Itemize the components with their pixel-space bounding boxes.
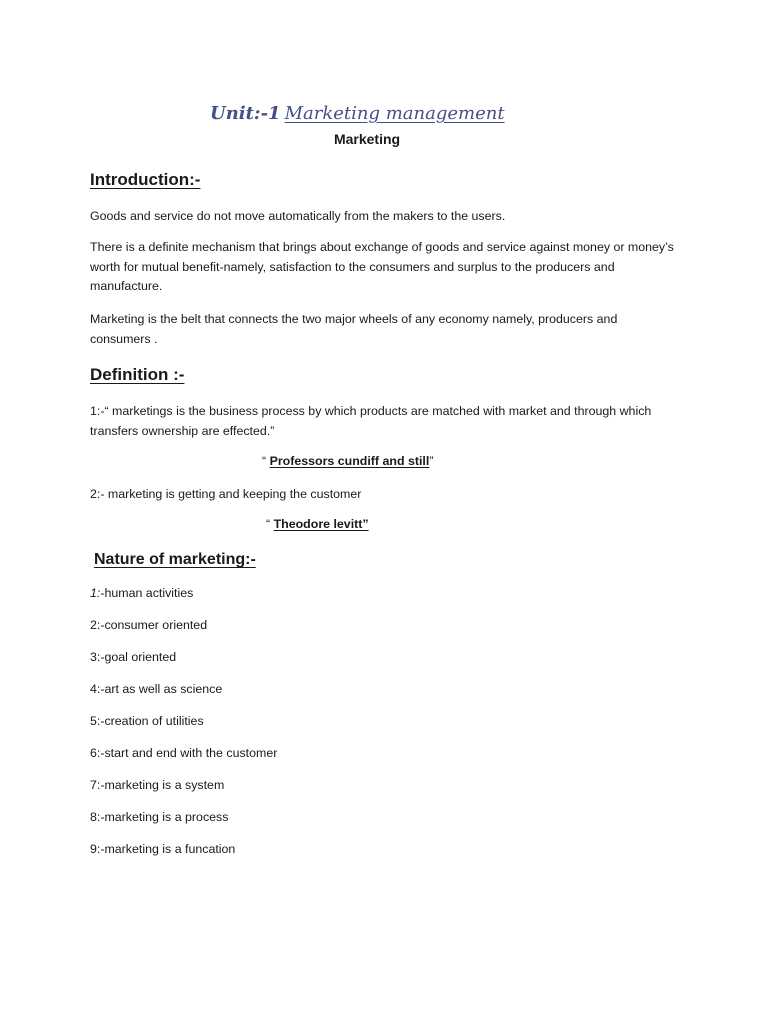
- quote-close: ”: [429, 454, 434, 468]
- document-subtitle: Marketing: [333, 131, 401, 147]
- nature-item-text: 3:-goal oriented: [90, 650, 177, 664]
- nature-list-item: [90, 586, 193, 600]
- nature-list-item: [90, 650, 176, 664]
- nature-list-item: [90, 618, 207, 632]
- document-title: [210, 103, 505, 124]
- title-main: Marketing management: [284, 103, 505, 124]
- nature-list-item: [90, 714, 204, 728]
- nature-item-text: 9:-marketing is a funcation: [90, 842, 236, 856]
- introduction-paragraph: Goods and service do not move automatically from the makers to the users.: [90, 209, 506, 223]
- nature-list-item: [90, 778, 224, 792]
- definition-item: 2:- marketing is getting and keeping the customer: [90, 487, 362, 501]
- definition-attribution: [266, 517, 369, 531]
- nature-list-item: [90, 810, 228, 824]
- nature-item-text: -human activities: [100, 586, 194, 600]
- attribution-author: Theodore levitt”: [273, 517, 369, 531]
- attribution-author: Professors cundiff and still: [269, 454, 430, 468]
- introduction-paragraph: There is a definite mechanism that brings about exchange of goods and service against money or money’s worth for mutual benefit-namely, satisfaction to the consumers and surplus to the producers and manufacture.: [90, 240, 674, 293]
- nature-item-text: 2:-consumer oriented: [90, 618, 208, 632]
- nature-list-item: [90, 682, 222, 696]
- definition-item: 1:-“ marketings is the business process by which products are matched with market and through which transfers ownership are effected.”: [90, 404, 652, 438]
- title-unit: Unit:-1: [210, 103, 281, 124]
- nature-item-text: 5:-creation of utilities: [90, 714, 204, 728]
- quote-open: “: [266, 517, 274, 531]
- nature-item-text: 6:-start and end with the customer: [90, 746, 278, 760]
- nature-item-text: 7:-marketing is a system: [90, 778, 225, 792]
- definition-attribution: [262, 454, 433, 468]
- quote-open: “: [262, 454, 270, 468]
- introduction-paragraph: Marketing is the belt that connects the two major wheels of any economy namely, producers and consumers .: [90, 312, 618, 346]
- definition-heading: Definition :-: [90, 365, 185, 384]
- nature-heading: Nature of marketing:-: [94, 551, 256, 568]
- nature-item-text: 8:-marketing is a process: [90, 810, 229, 824]
- nature-list-item: [90, 842, 235, 856]
- nature-item-text: 4:-art as well as science: [90, 682, 223, 696]
- nature-list-item: [90, 746, 277, 760]
- introduction-heading: Introduction:-: [90, 170, 201, 189]
- nature-item-number: 1:: [90, 586, 101, 600]
